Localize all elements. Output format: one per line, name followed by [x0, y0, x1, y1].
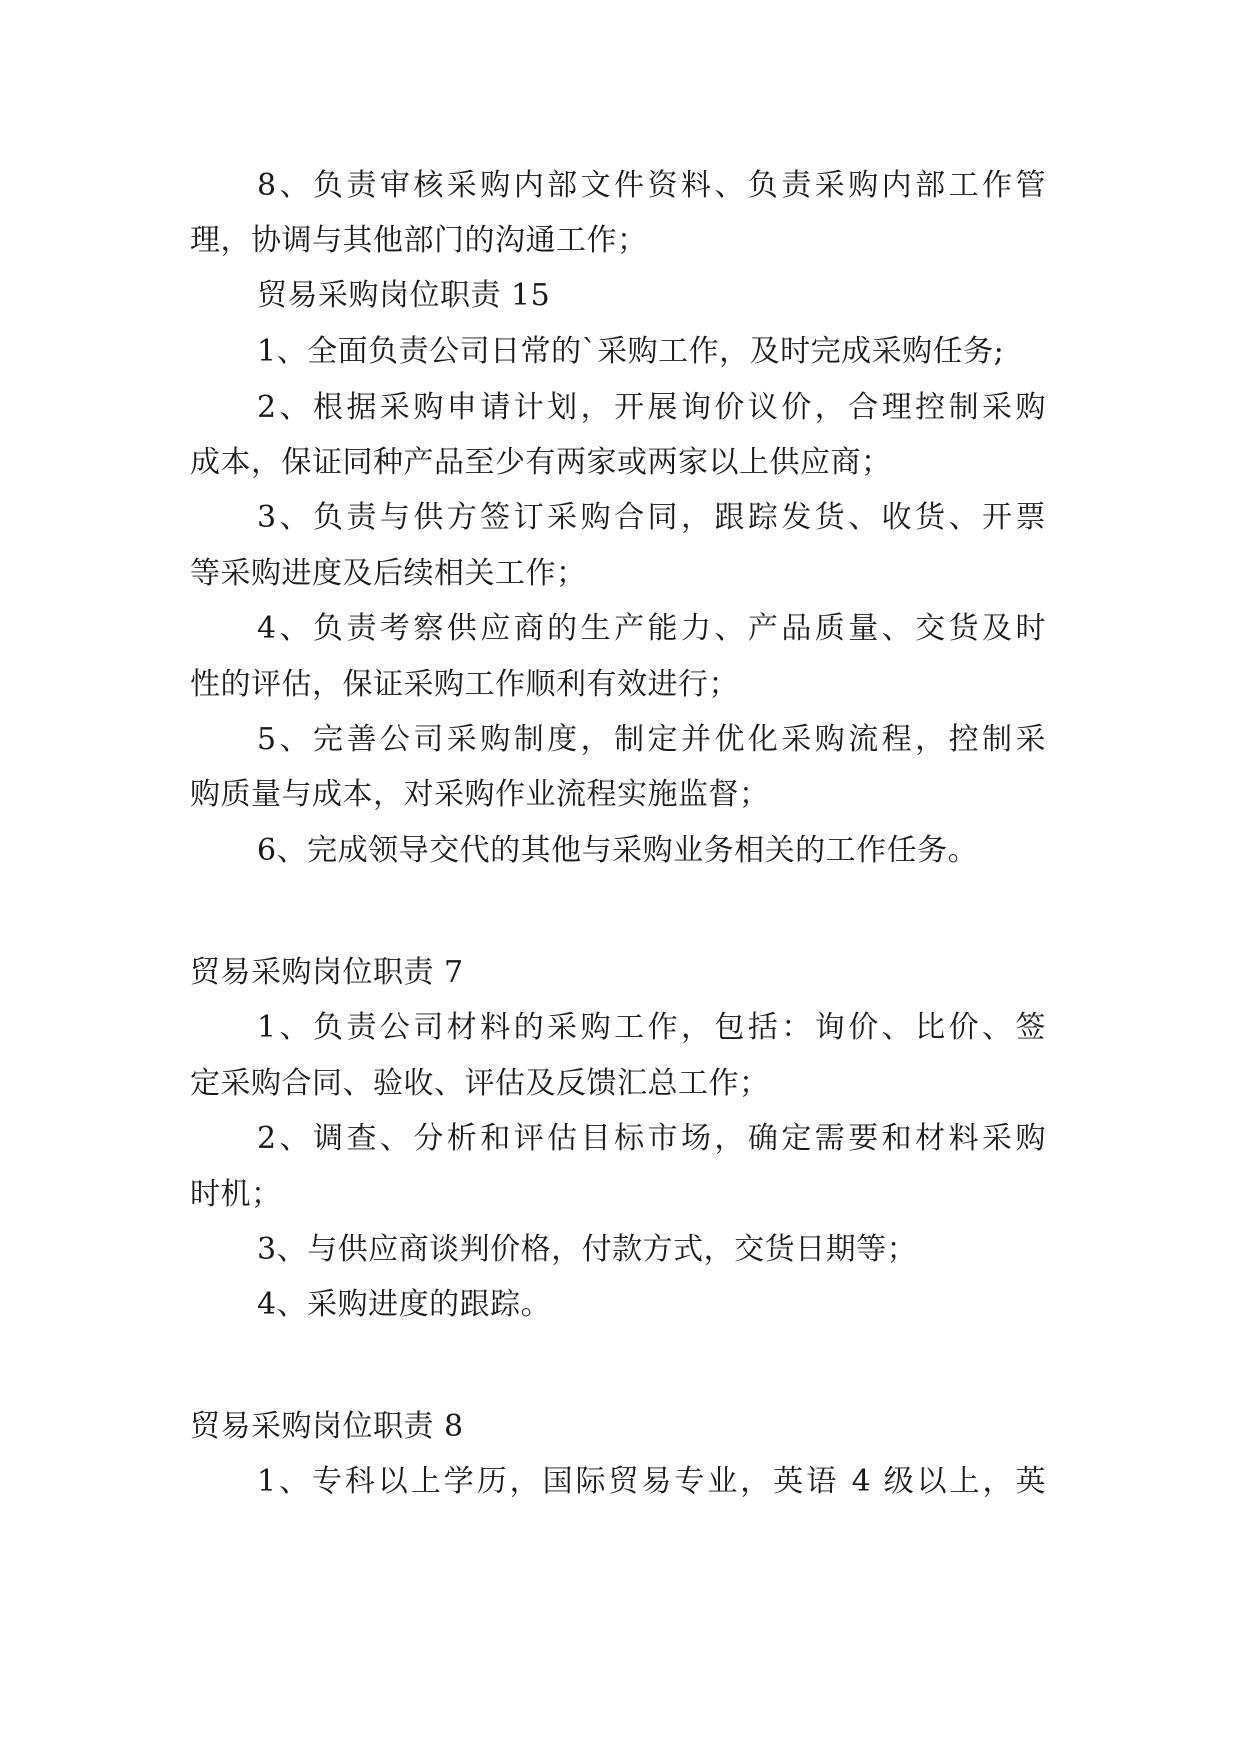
paragraph-line: 4、采购进度的跟踪。 [257, 1287, 552, 1322]
section-heading: 贸易采购岗位职责 8 [190, 1409, 464, 1444]
paragraph-line: 4、负责考察供应商的生产能力、产品质量、交货及时 [257, 611, 1046, 646]
paragraph-line: 成本，保证同种产品至少有两家或两家以上供应商； [190, 445, 892, 480]
paragraph-line: 1、全面负责公司日常的`采购工作，及时完成采购任务; [257, 334, 1005, 369]
paragraph-line: 性的评估，保证采购工作顺利有效进行； [190, 667, 739, 702]
paragraph-line: 2、调查、分析和评估目标市场，确定需要和材料采购 [257, 1121, 1046, 1156]
paragraph-line: 理，协调与其他部门的沟通工作； [190, 223, 648, 258]
paragraph-line: 3、负责与供方签订采购合同，跟踪发货、收货、开票 [257, 500, 1046, 535]
section-heading: 贸易采购岗位职责 15 [257, 278, 551, 313]
section-heading: 贸易采购岗位职责 7 [190, 955, 464, 990]
paragraph-line: 等采购进度及后续相关工作； [190, 556, 587, 591]
paragraph-line: 3、与供应商谈判价格，付款方式，交货日期等； [257, 1232, 918, 1267]
paragraph-line: 2、根据采购申请计划，开展询价议价，合理控制采购 [257, 390, 1046, 425]
paragraph-line: 定采购合同、验收、评估及反馈汇总工作； [190, 1066, 770, 1101]
paragraph-line: 8、负责审核采购内部文件资料、负责采购内部工作管 [257, 168, 1046, 203]
paragraph-line: 6、完成领导交代的其他与采购业务相关的工作任务。 [257, 833, 979, 868]
paragraph-line: 1、专科以上学历，国际贸易专业，英语 4 级以上，英 [257, 1464, 1046, 1499]
paragraph-line: 时机； [190, 1177, 282, 1212]
paragraph-line: 5、完善公司采购制度，制定并优化采购流程，控制采 [257, 722, 1046, 757]
paragraph-line: 购质量与成本，对采购作业流程实施监督； [190, 777, 770, 812]
paragraph-line: 1、负责公司材料的采购工作，包括：询价、比价、签 [257, 1010, 1046, 1045]
